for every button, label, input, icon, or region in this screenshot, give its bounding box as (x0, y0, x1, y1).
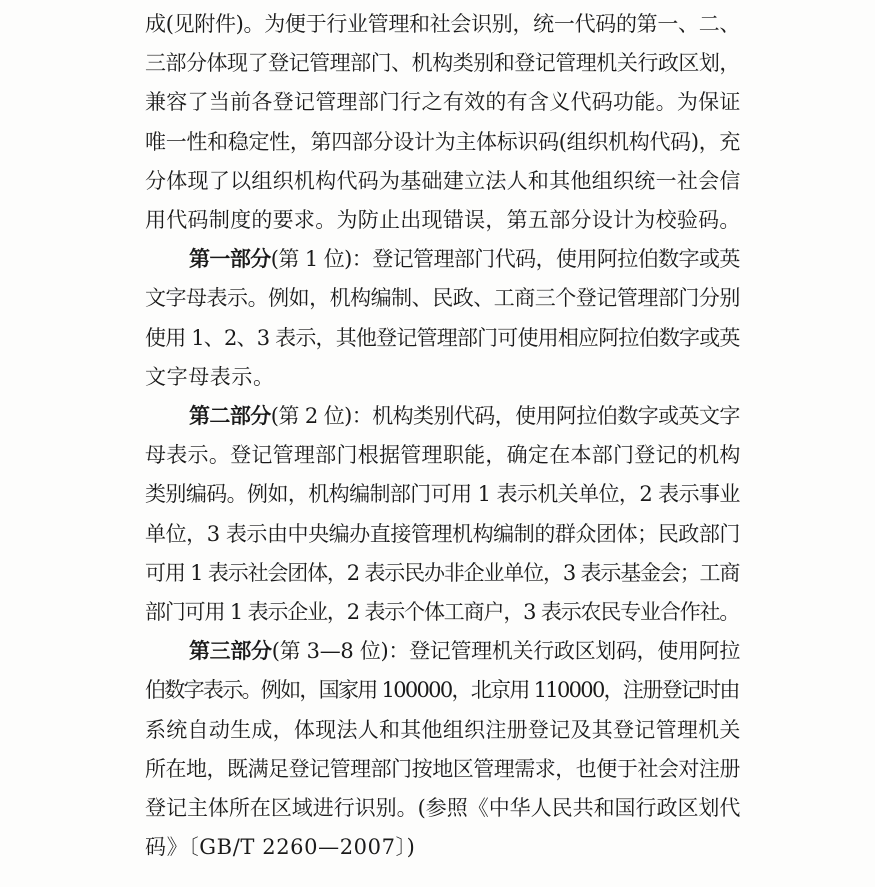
line-text: 母表示。登记管理部门根据管理职能，确定在本部门登记的机构 (145, 443, 741, 468)
text-line (145, 443, 741, 467)
line-text: 三部分体现了登记管理部门、机构类别和登记管理机关行政区划， (145, 51, 740, 76)
text-line (145, 835, 415, 859)
line-text: (第 2 位)：机构类别代码，使用阿拉伯数字或英文字 (270, 404, 740, 428)
text-line (145, 718, 741, 742)
text-line (145, 130, 740, 154)
line-text: 文字母表示。例如，机构编制、民政、工商三个登记管理部门分别 (145, 286, 740, 311)
text-line (145, 561, 739, 585)
text-line (145, 326, 740, 350)
line-text: 兼容了当前各登记管理部门行之有效的有含义代码功能。为保证 (145, 90, 741, 115)
text-line (145, 522, 740, 546)
text-line (145, 90, 741, 114)
line-text: 部门可用 1 表示企业，2 表示个体工商户，3 表示农民专业合作社。 (145, 600, 740, 624)
text-line (145, 208, 741, 232)
text-line (189, 247, 740, 271)
section-heading: 第三部分 (189, 638, 272, 664)
line-text: 成(见附件)。为便于行业管理和社会识别，统一代码的第一、二、 (145, 12, 741, 36)
line-text: 文字母表示。 (145, 364, 275, 389)
text-line (145, 757, 740, 781)
text-line (145, 51, 740, 75)
text-line (145, 12, 740, 36)
section-heading: 第二部分 (189, 403, 271, 428)
text-line (145, 600, 739, 624)
line-text: 唯一性和稳定性，第四部分设计为主体标识码(组织机构代码)，充 (145, 129, 741, 154)
text-line (145, 796, 740, 820)
text-line (145, 482, 740, 506)
line-text: 单位，3 表示由中央编办直接管理机构编制的群众团体；民政部门 (145, 521, 740, 546)
line-text: (第 3—8 位)：登记管理机关行政区划码，使用阿拉 (271, 639, 741, 664)
line-text: (第 1 位)：登记管理部门代码，使用阿拉伯数字或英 (270, 247, 740, 272)
line-text: 系统自动生成，体现法人和其他组织注册登记及其登记管理机关 (145, 717, 741, 742)
text-line (189, 639, 740, 663)
line-text: 伯数字表示。例如，国家用 100000，北京用 110000，注册登记时由 (145, 678, 739, 703)
section-heading: 第一部分 (189, 246, 271, 272)
line-text: 码》〔GB/T 2260—2007〕) (145, 835, 416, 860)
line-text: 登记主体所在区域进行识别。(参照《中华人民共和国行政区划代 (145, 796, 741, 820)
text-line (145, 365, 275, 389)
text-line (145, 678, 739, 702)
line-text: 所在地，既满足登记管理部门按地区管理需求，也便于社会对注册 (145, 756, 740, 781)
text-line (145, 169, 741, 193)
text-line (145, 286, 740, 310)
line-text: 分体现了以组织机构代码为基础建立法人和其他组织统一社会信 (145, 168, 741, 193)
line-text: 可用 1 表示社会团体，2 表示民办非企业单位，3 表示基金会；工商 (145, 560, 740, 585)
line-text: 用代码制度的要求。为防止出现错误，第五部分设计为校验码。 (145, 208, 741, 232)
line-text: 类别编码。例如，机构编制部门可用 1 表示机关单位，2 表示事业 (145, 482, 740, 507)
text-line (189, 404, 740, 428)
line-text: 使用 1、2、3 表示，其他登记管理部门可使用相应阿拉伯数字或英 (145, 325, 740, 350)
